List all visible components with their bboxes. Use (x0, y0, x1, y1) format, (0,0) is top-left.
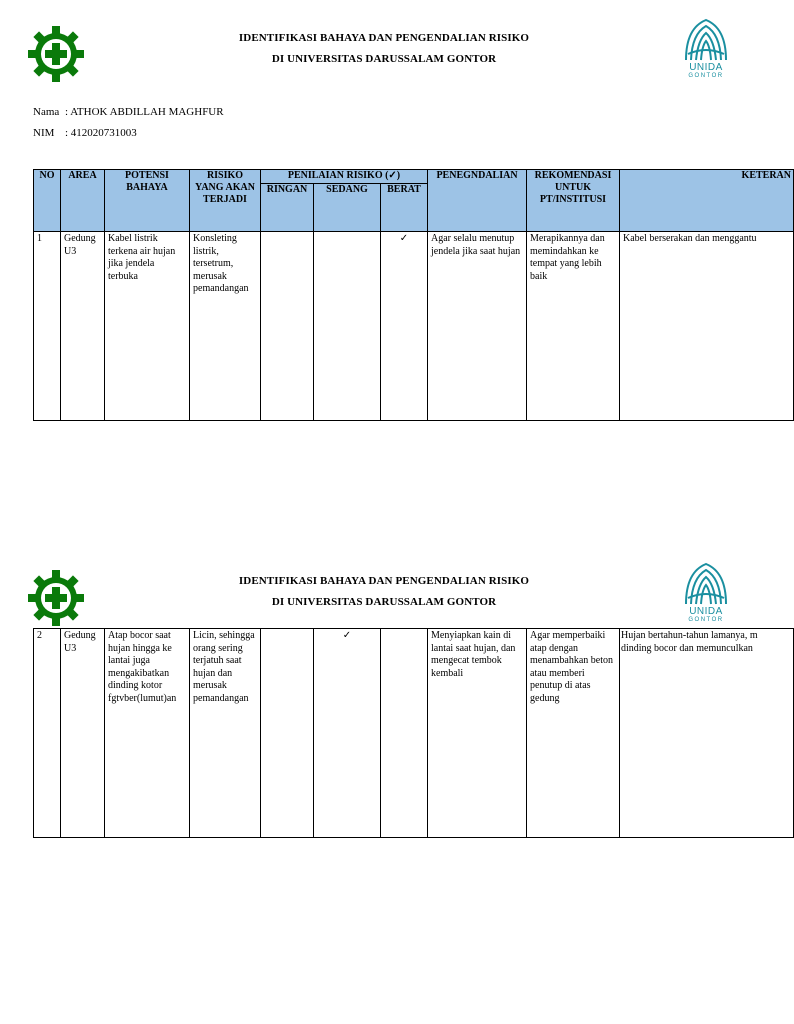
doc-title-line2: DI UNIVERSITAS DARUSSALAM GONTOR (271, 53, 497, 65)
table-row (34, 232, 794, 421)
header-pengendalian: PENEGNDALIAN (428, 170, 527, 232)
cell-keterangan: Hujan bertahun-tahun lamanya, m dinding bocor dan memunculkan (620, 629, 794, 838)
risk-table-1 (33, 169, 794, 421)
unida-logo-2 (680, 560, 732, 626)
cell-berat: ✓ (381, 232, 428, 421)
cell-ringan (261, 629, 314, 838)
name-label: Nama (33, 106, 60, 118)
unida-emblem-icon (680, 16, 732, 66)
cell-pengendalian: Menyiapkan kain di lantai saat hujan, dan mengecat tembok kembali (428, 629, 527, 838)
student-name-row (33, 106, 224, 118)
doc-title-line1: IDENTIFIKASI BAHAYA DAN PENGENDALIAN RISIKO (238, 32, 530, 44)
header-area: AREA (61, 170, 105, 232)
header-no: NO (34, 170, 61, 232)
nim-value: : 412020731003 (65, 127, 137, 139)
cell-no: 2 (34, 629, 61, 838)
doc-title-line2-page2: DI UNIVERSITAS DARUSSALAM GONTOR (271, 596, 497, 608)
table-row (34, 629, 794, 838)
cell-berat (381, 629, 428, 838)
cell-risiko: Licin, sehingga orang sering terjatuh saat hujan dan merusak pemandangan (190, 629, 261, 838)
header-berat: BERAT (381, 184, 428, 232)
header-sedang: SEDANG (314, 184, 381, 232)
cell-area: Gedung U3 (61, 629, 105, 838)
cell-rekomendasi: Agar memperbaiki atap dengan menambahkan beton atau memberi penutup di atas gedung (527, 629, 620, 838)
cell-risiko: Konsleting listrik, tersetrum, merusak pemandangan (190, 232, 261, 421)
table-2-viewport (0, 628, 768, 840)
cell-keterangan: Kabel berserakan dan menggantu (620, 232, 794, 421)
table-1-viewport (0, 169, 791, 423)
header-rekomendasi: REKOMENDASI UNTUK PT/INSTITUSI (527, 170, 620, 232)
student-nim-row (33, 127, 137, 139)
cell-ringan (261, 232, 314, 421)
header-penilaian: PENILAIAN RISIKO (✓) (261, 170, 428, 184)
header-keterangan: KETERAN (620, 170, 794, 232)
unida-logo (680, 16, 732, 82)
unida-logo-name: UNIDA (689, 62, 723, 73)
cell-potensi: Atap bocor saat hujan hingga ke lantai juga mengakibatkan dinding kotor fgtvber(lumut)an (105, 629, 190, 838)
cell-sedang (314, 232, 381, 421)
name-value: : ATHOK ABDILLAH MAGHFUR (65, 106, 224, 118)
risk-table-2 (33, 628, 794, 838)
unida-logo-name: UNIDA (689, 606, 723, 617)
unida-logo-sub: GONTOR (688, 73, 724, 79)
cell-sedang: ✓ (314, 629, 381, 838)
header-risiko: RISIKO YANG AKAN TERJADI (190, 170, 261, 232)
cell-pengendalian: Agar selalu menutup jendela jika saat hujan (428, 232, 527, 421)
doc-title-line1-page2: IDENTIFIKASI BAHAYA DAN PENGENDALIAN RISIKO (238, 575, 530, 587)
cell-no: 1 (34, 232, 61, 421)
unida-emblem-icon (680, 560, 732, 610)
cell-potensi: Kabel listrik terkena air hujan jika jendela terbuka (105, 232, 190, 421)
cell-area: Gedung U3 (61, 232, 105, 421)
nim-label: NIM (33, 127, 55, 139)
header-potensi: POTENSI BAHAYA (105, 170, 190, 232)
cell-rekomendasi: Merapikannya dan memindahkan ke tempat yang lebih baik (527, 232, 620, 421)
header-ringan: RINGAN (261, 184, 314, 232)
unida-logo-sub: GONTOR (688, 617, 724, 623)
